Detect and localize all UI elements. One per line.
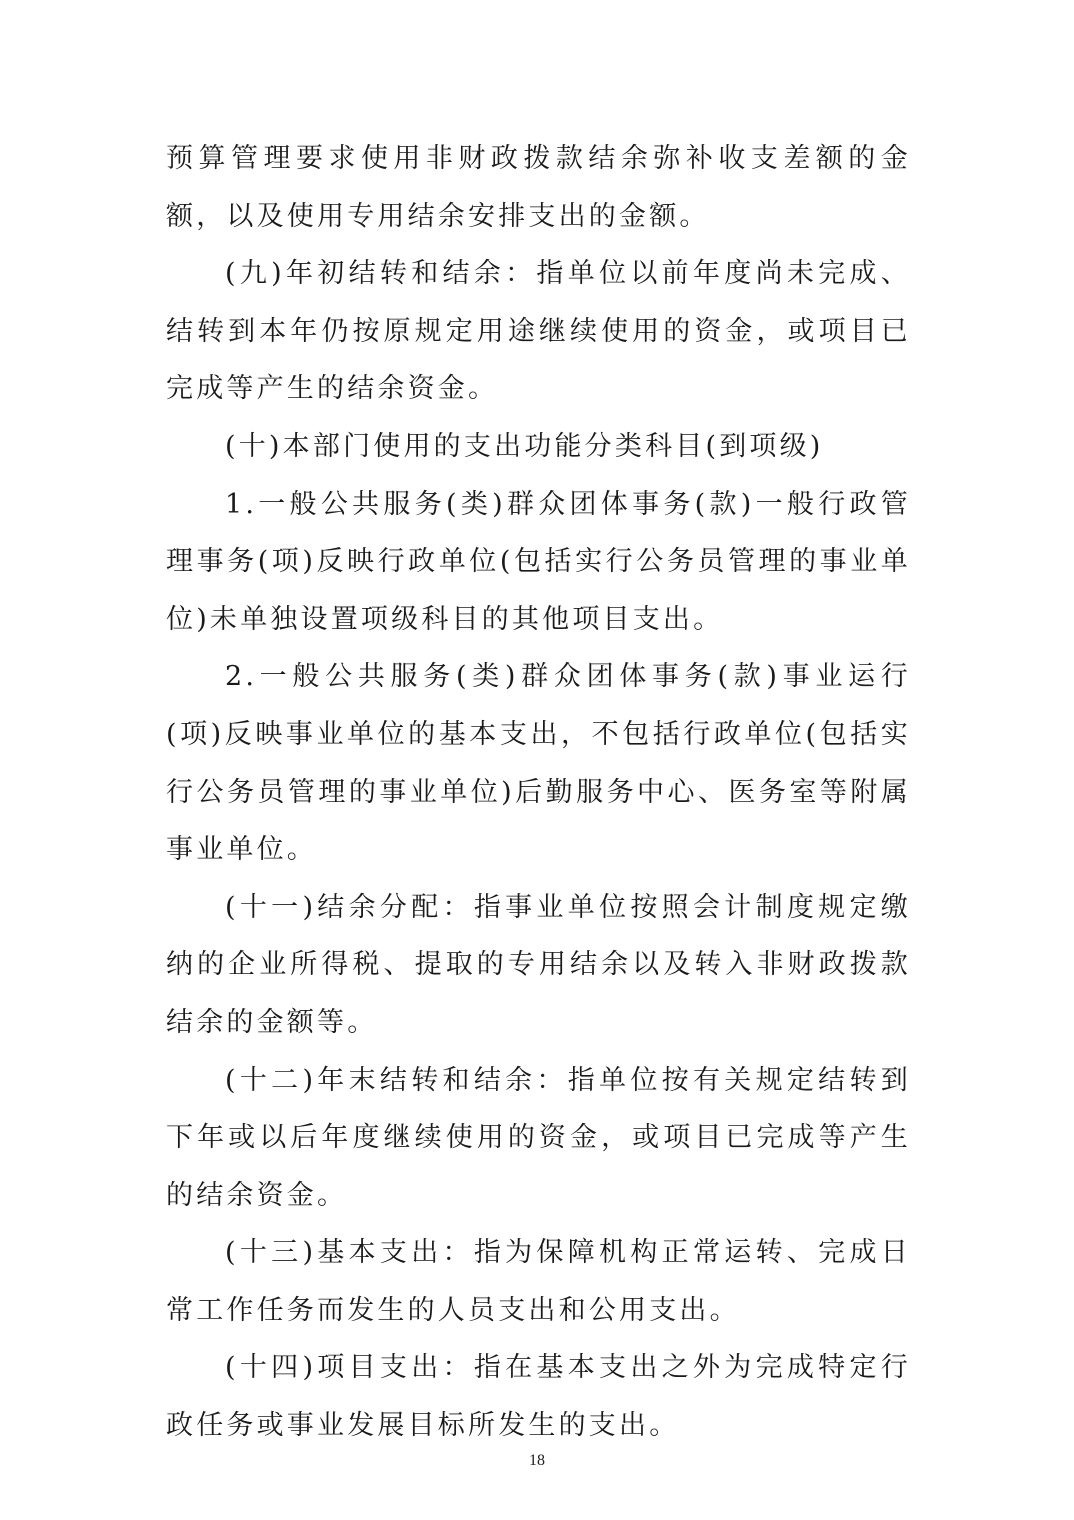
paragraph-beginning-carryover: (九)年初结转和结余：指单位以前年度尚未完成、结转到本年仍按原规定用途继续使用的资金，或项目已完成等产生的结余资金。: [166, 258, 911, 405]
paragraph-basic-expenditure: (十三)基本支出：指为保障机构正常运转、完成日常工作任务而发生的人员支出和公用支出。: [166, 1237, 911, 1326]
paragraph-year-end-carryover: (十二)年末结转和结余：指单位按有关规定结转到下年或以后年度继续使用的资金，或项目已完成等产生的结余资金。: [166, 1064, 911, 1211]
paragraph-function-classification-heading: (十)本部门使用的支出功能分类科目(到项级): [225, 430, 824, 462]
paragraph-item-1: 1.一般公共服务(类)群众团体事务(款)一般行政管理事务(项)反映行政单位(包括实行公务员管理的事业单位)未单独设置项级科目的其他项目支出。: [166, 488, 911, 635]
page-number: 18: [529, 1452, 545, 1469]
paragraph-continuation: 预算管理要求使用非财政拨款结余弥补收支差额的金额，以及使用专用结余安排支出的金额。: [166, 143, 911, 232]
paragraph-item-2: 2.一般公共服务(类)群众团体事务(款)事业运行(项)反映事业单位的基本支出，不包括行政单位(包括实行公务员管理的事业单位)后勤服务中心、医务室等附属事业单位。: [166, 661, 911, 866]
paragraph-project-expenditure: (十四)项目支出：指在基本支出之外为完成特定行政任务或事业发展目标所发生的支出。: [166, 1352, 911, 1442]
document-body: [166, 130, 911, 1455]
paragraph-surplus-distribution: (十一)结余分配：指事业单位按照会计制度规定缴纳的企业所得税、提取的专用结余以及转入非财政拨款结余的金额等。: [166, 891, 911, 1038]
